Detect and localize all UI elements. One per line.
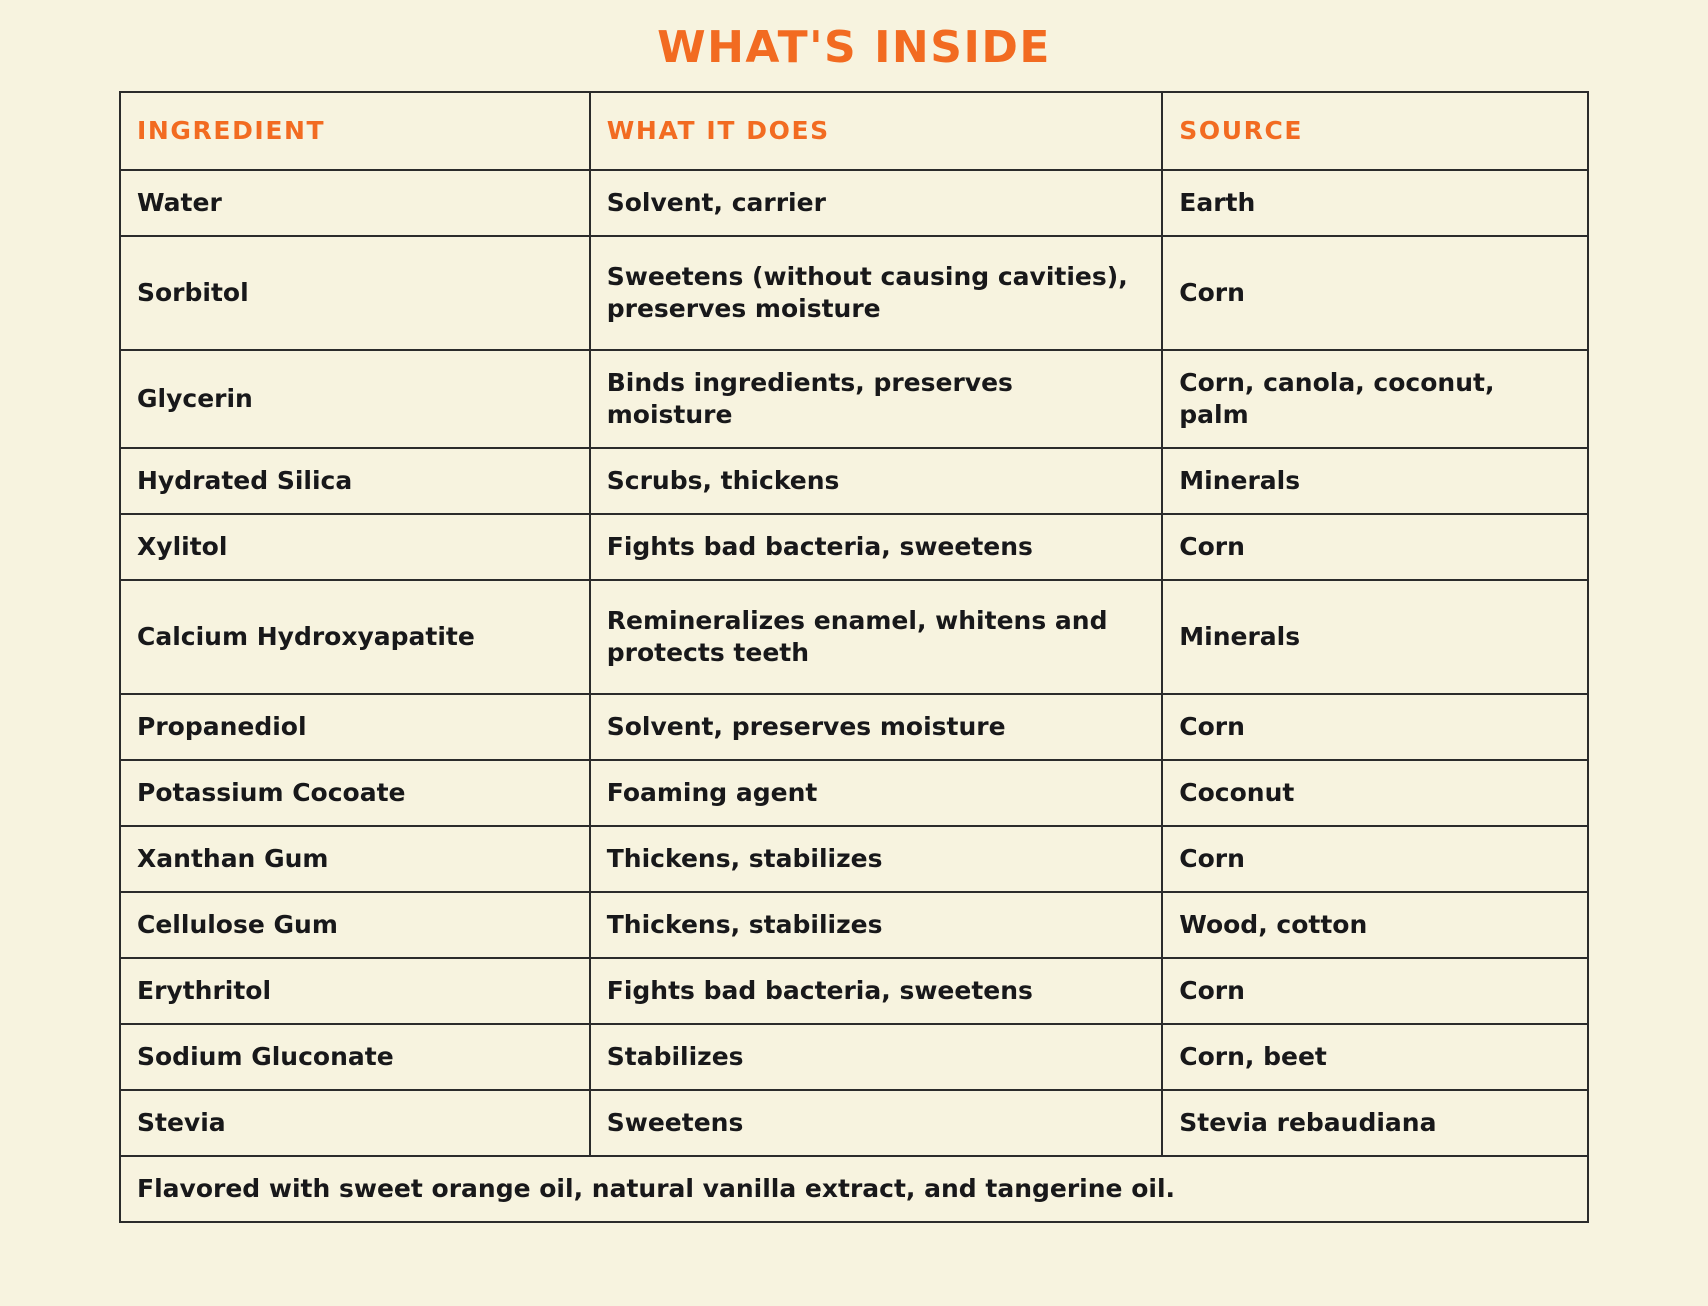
cell-source: Corn xyxy=(1162,514,1588,580)
table-body xyxy=(120,170,1588,1222)
cell-ingredient: Xanthan Gum xyxy=(120,826,590,892)
column-header-what-it-does: WHAT IT DOES xyxy=(590,92,1163,170)
cell-what-it-does: Remineralizes enamel, whitens and protects teeth xyxy=(590,580,1163,694)
cell-ingredient: Calcium Hydroxyapatite xyxy=(120,580,590,694)
cell-source: Minerals xyxy=(1162,580,1588,694)
ingredients-page xyxy=(0,22,1708,1306)
table-row xyxy=(120,350,1588,448)
cell-ingredient: Erythritol xyxy=(120,958,590,1024)
cell-what-it-does: Solvent, preserves moisture xyxy=(590,694,1163,760)
table-row xyxy=(120,892,1588,958)
table-row xyxy=(120,694,1588,760)
column-header-source: SOURCE xyxy=(1162,92,1588,170)
cell-source: Coconut xyxy=(1162,760,1588,826)
cell-ingredient: Water xyxy=(120,170,590,236)
cell-what-it-does: Fights bad bacteria, sweetens xyxy=(590,958,1163,1024)
cell-what-it-does: Stabilizes xyxy=(590,1024,1163,1090)
table-header-row xyxy=(120,92,1588,170)
table-row xyxy=(120,514,1588,580)
cell-source: Corn xyxy=(1162,826,1588,892)
cell-what-it-does: Binds ingredients, preserves moisture xyxy=(590,350,1163,448)
table-header xyxy=(120,92,1588,170)
cell-source: Earth xyxy=(1162,170,1588,236)
cell-what-it-does: Solvent, carrier xyxy=(590,170,1163,236)
table-row xyxy=(120,580,1588,694)
flavor-footnote: Flavored with sweet orange oil, natural vanilla extract, and tangerine oil. xyxy=(120,1156,1588,1222)
cell-source: Stevia rebaudiana xyxy=(1162,1090,1588,1156)
table-row xyxy=(120,1024,1588,1090)
cell-what-it-does: Sweetens xyxy=(590,1090,1163,1156)
cell-source: Corn xyxy=(1162,236,1588,350)
cell-what-it-does: Sweetens (without causing cavities), preserves moisture xyxy=(590,236,1163,350)
table-row xyxy=(120,170,1588,236)
cell-source: Corn, beet xyxy=(1162,1024,1588,1090)
cell-source: Corn xyxy=(1162,694,1588,760)
table-footnote-row xyxy=(120,1156,1588,1222)
cell-source: Wood, cotton xyxy=(1162,892,1588,958)
table-row xyxy=(120,760,1588,826)
cell-what-it-does: Fights bad bacteria, sweetens xyxy=(590,514,1163,580)
table-row xyxy=(120,958,1588,1024)
cell-what-it-does: Scrubs, thickens xyxy=(590,448,1163,514)
cell-ingredient: Propanediol xyxy=(120,694,590,760)
cell-what-it-does: Thickens, stabilizes xyxy=(590,892,1163,958)
table-row xyxy=(120,236,1588,350)
cell-ingredient: Sodium Gluconate xyxy=(120,1024,590,1090)
table-row xyxy=(120,826,1588,892)
cell-source: Corn xyxy=(1162,958,1588,1024)
cell-ingredient: Hydrated Silica xyxy=(120,448,590,514)
cell-ingredient: Sorbitol xyxy=(120,236,590,350)
cell-what-it-does: Foaming agent xyxy=(590,760,1163,826)
cell-ingredient: Glycerin xyxy=(120,350,590,448)
ingredients-table xyxy=(119,91,1589,1223)
table-row xyxy=(120,448,1588,514)
cell-ingredient: Potassium Cocoate xyxy=(120,760,590,826)
ingredients-table-wrapper xyxy=(119,91,1589,1223)
page-title: WHAT'S INSIDE xyxy=(657,22,1051,73)
cell-ingredient: Xylitol xyxy=(120,514,590,580)
cell-what-it-does: Thickens, stabilizes xyxy=(590,826,1163,892)
cell-source: Corn, canola, coconut, palm xyxy=(1162,350,1588,448)
column-header-ingredient: INGREDIENT xyxy=(120,92,590,170)
table-row xyxy=(120,1090,1588,1156)
cell-ingredient: Cellulose Gum xyxy=(120,892,590,958)
cell-ingredient: Stevia xyxy=(120,1090,590,1156)
cell-source: Minerals xyxy=(1162,448,1588,514)
